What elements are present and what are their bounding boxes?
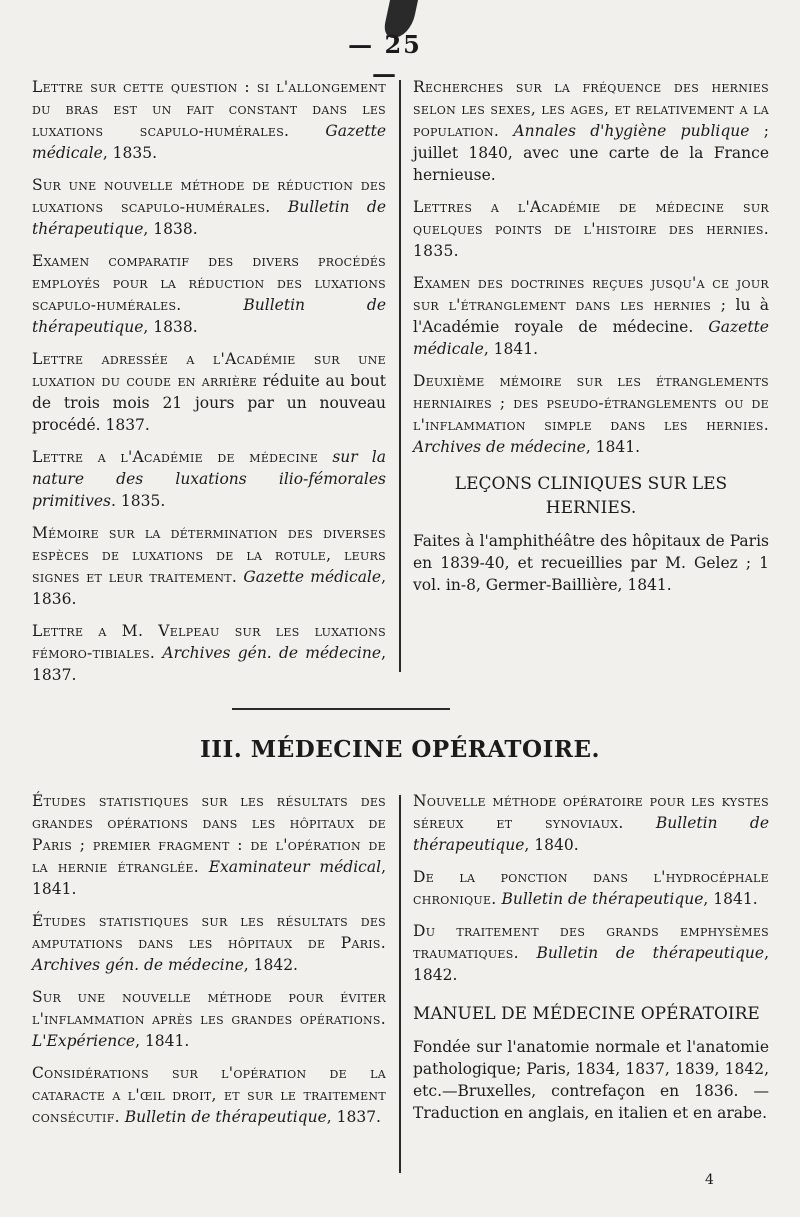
bibliography-entry: Lettre a M. Velpeau sur les luxations fémoro-tibiales. Archives gén. de médecine, 1837.: [32, 622, 386, 684]
column-divider: [399, 795, 401, 1173]
bibliography-entry: Deuxième mémoire sur les étranglements herniaires ; des pseudo-étranglements ou de l'inflammation simple dans les hernies. Archives de médecine, 1841.: [413, 372, 769, 456]
bibliography-entry: Sur une nouvelle méthode de réduction des luxations scapulo-humérales. Bulletin de thérapeutique, 1838.: [32, 176, 386, 238]
bibliography-entry: Mémoire sur la détermination des diverses espèces de luxations de la rotule, leurs signes et leur traitement. Gazette médicale, 1836.: [32, 524, 387, 608]
bibliography-entry: Du traitement des grands emphysèmes traumatiques. Bulletin de thérapeutique, 1842.: [413, 922, 769, 984]
book-description: Faites à l'amphithéâtre des hôpitaux de Paris en 1839-40, et recueillies par M. Gelez ; 1 vol. in-8, Germer-Baillière, 1841.: [413, 532, 769, 594]
subsection-heading: MANUEL DE MÉDECINE OPÉRATOIRE: [413, 1004, 760, 1024]
bibliography-entry: Études statistiques sur les résultats des amputations dans les hôpitaux de Paris. Archives gén. de médecine, 1842.: [32, 912, 386, 974]
left-column-bottom: [32, 790, 386, 1138]
left-column-top: [32, 76, 386, 696]
bibliography-entry: Examen des doctrines reçues jusqu'a ce jour sur l'étranglement dans les hernies ; lu à l'Académie royale de médecine. Gazette médicale, 1841.: [413, 274, 769, 358]
bibliography-entry: Lettre adressée a l'Académie sur une luxation du coude en arrière réduite au bout de trois mois 21 jours par un nouveau procédé. 1837.: [32, 350, 386, 434]
section-title: III. MÉDECINE OPÉRATOIRE.: [199, 736, 600, 763]
section-rule: [232, 708, 450, 710]
bibliography-entry: Lettre sur cette question : si l'allongement du bras est un fait constant dans les luxations scapulo-humérales. Gazette médicale, 1835.: [32, 78, 386, 162]
bibliography-entry: Lettre a l'Académie de médecine sur la nature des luxations ilio-fémorales primitives. 1835.: [32, 448, 386, 510]
bibliography-entry: Considérations sur l'opération de la cataracte a l'œil droit, et sur le traitement consécutif. Bulletin de thérapeutique, 1837.: [32, 1064, 386, 1126]
subsection-heading: LEÇONS CLINIQUES SUR LES HERNIES.: [454, 474, 728, 518]
bibliography-entry: Recherches sur la fréquence des hernies selon les sexes, les ages, et relativement a la population. Annales d'hygiène publique ; juillet 1840, avec une carte de la France hernieuse.: [413, 78, 769, 184]
bibliography-entry: De la ponction dans l'hydrocéphale chronique. Bulletin de thérapeutique, 1841.: [413, 868, 769, 908]
bibliography-entry: Sur une nouvelle méthode pour éviter l'inflammation après les grandes opérations. L'Expérience, 1841.: [32, 988, 386, 1050]
signature-mark: 4: [705, 1172, 714, 1188]
book-description: Fondée sur l'anatomie normale et l'anatomie pathologique; Paris, 1834, 1837, 1839, 1842, etc.—Bruxelles, contrefaçon en 1836. — Traduction en anglais, en italien et en arabe.: [413, 1038, 769, 1122]
column-divider: [399, 80, 401, 672]
bibliography-entry: Études statistiques sur les résultats des grandes opérations dans les hôpitaux de Paris ; premier fragment : de l'opération de la hernie étranglée. Examinateur médical, 1841.: [32, 792, 386, 898]
right-column-bottom: [413, 790, 769, 1134]
bibliography-entry: Lettres a l'Académie de médecine sur quelques points de l'histoire des hernies. 1835.: [413, 198, 769, 260]
bibliography-entry: Examen comparatif des divers procédés employés pour la réduction des luxations scapulo-humérales. Bulletin de thérapeutique, 1838.: [32, 252, 386, 336]
bibliography-entry: Nouvelle méthode opératoire pour les kystes séreux et synoviaux. Bulletin de thérapeutique, 1840.: [413, 792, 769, 854]
page-number: — 25 —: [348, 30, 422, 88]
right-column-top: [413, 76, 769, 606]
